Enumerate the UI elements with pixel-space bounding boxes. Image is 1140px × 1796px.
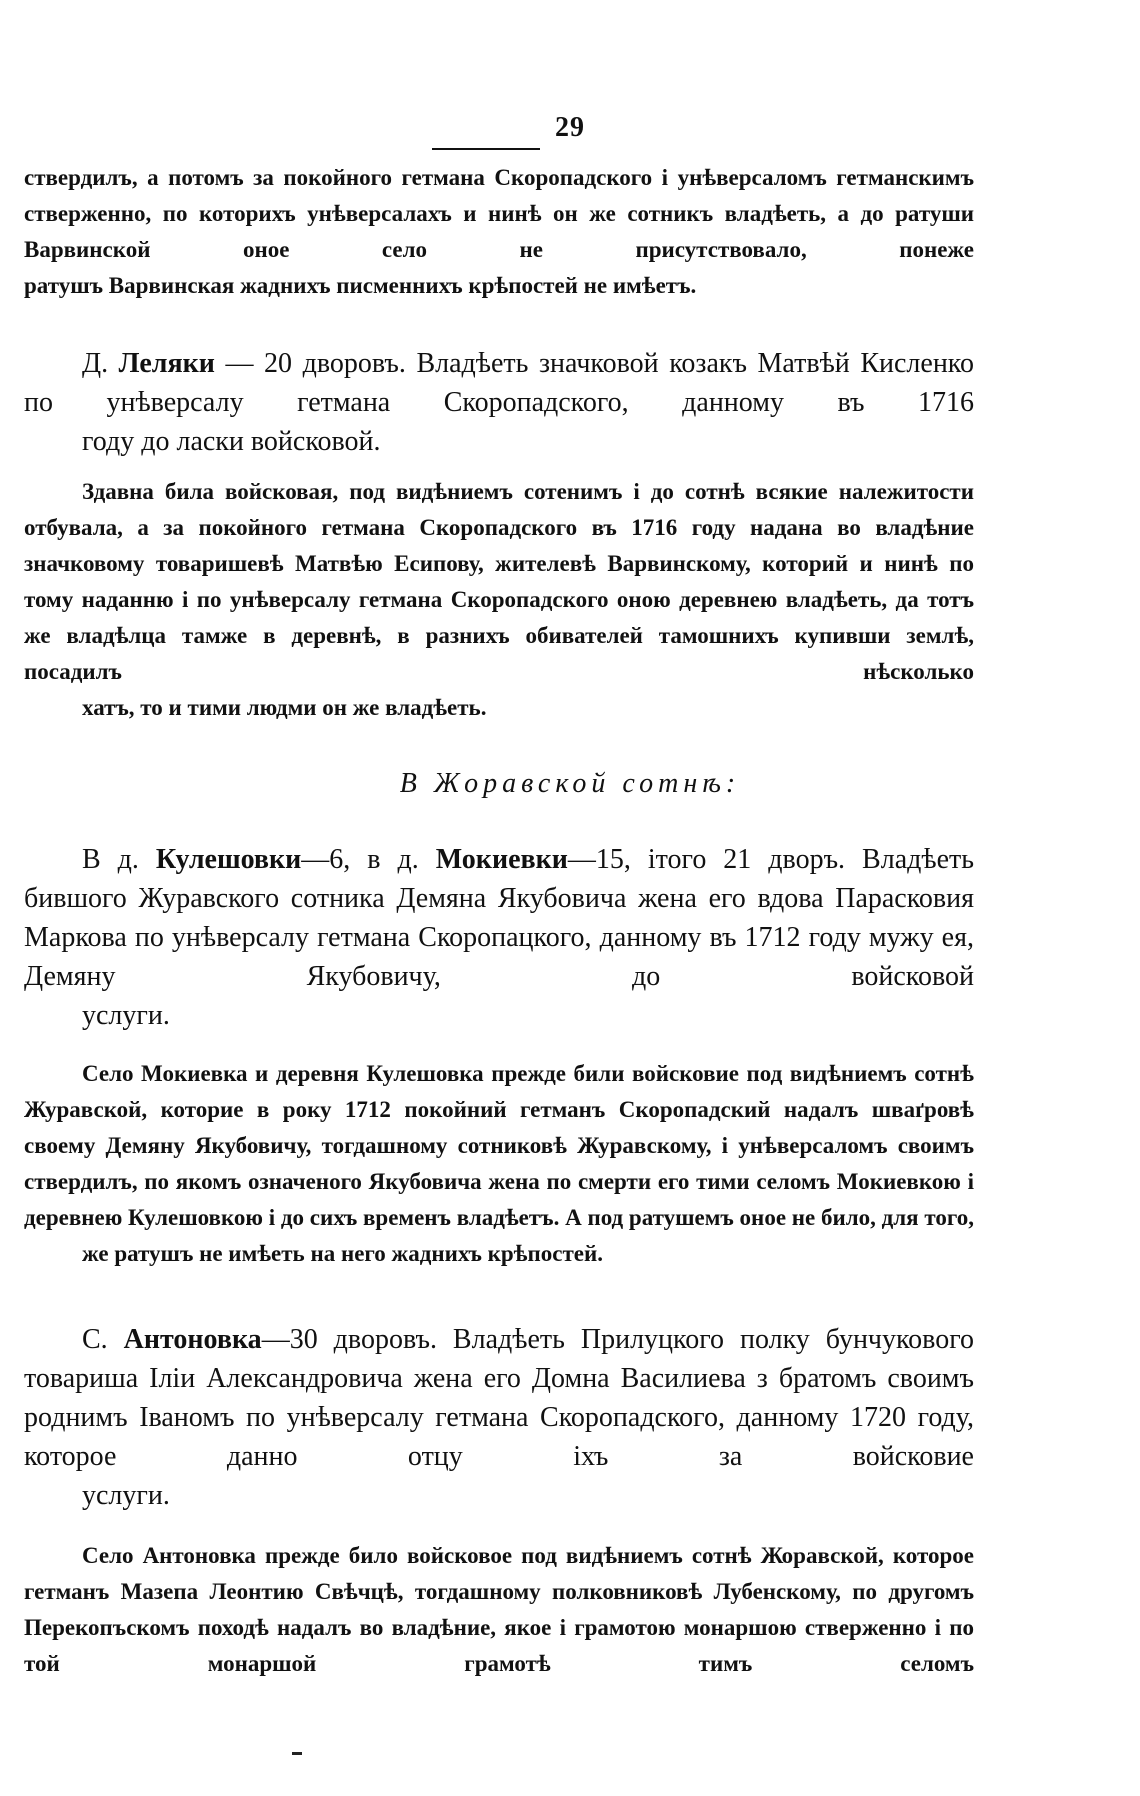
entry-connector: —6, в д.: [301, 844, 436, 875]
header-rule: [432, 148, 540, 150]
entry-antonovka: [24, 1320, 974, 1515]
entry-last-line: году до ласки войсковой.: [82, 426, 381, 457]
entry-last-line: услуги.: [82, 1000, 170, 1031]
entry-place-name: Кулешовки: [155, 844, 302, 875]
entry-place-name: Леляки: [118, 348, 215, 379]
section-heading: В Жоравской сотнѣ:: [399, 768, 741, 799]
note-last-line: же ратушъ не имѣеть на него жаднихъ крѣпостей.: [82, 1241, 603, 1266]
note-antonovka: [24, 1538, 974, 1682]
entry-place-name: Антоновка: [123, 1324, 262, 1355]
note-connector: и деревня: [247, 1061, 367, 1086]
entry-text: —30 дворовъ. Владѣеть Прилуцкого полку бунчукового товариша Іліи Александровича жена его Домна Василиева з братомъ своимъ роднимъ Іваномъ по унѣверсалу гетмана Скоропадского, данному 1720 году, которое данно отцу іхъ за войсковие: [24, 1324, 975, 1472]
paragraph-text: ствердилъ, а потомъ за покойного гетмана Скоропадского і унѣверсаломъ гетманскимъ стверженно, по которихъ унѣверсалахъ и нинѣ он же сотникъ владѣеть, а до ратуши Варвинской оное село не присутствовало, понеже: [24, 165, 974, 262]
entry-kuleshovka: [24, 840, 974, 1035]
entry-text: —15, ітого 21 дворъ. Владѣеть бившого Журавского сотника Демяна Якубовича жена его вдова Парасковия Маркова по унѣверсалу гетмана Скоропацкого, данному въ 1712 году мужу ея, Демяну Якубовичу, до войсковой: [24, 844, 975, 992]
entry-lelyaki: [24, 344, 974, 461]
note-prefix: Село: [82, 1543, 143, 1568]
note-text: прежде било войсковое под видѣниемъ сотнѣ Жоравской, которое гетманъ Мазепа Леонтию Свѣчцѣ, тогдашному полковниковѣ Лубенскому, по другомъ Перекопъскомъ походѣ надалъ во владѣние, якое і грамотою монаршою стверженно і по той монаршой грамотѣ тимъ селомъ: [24, 1543, 974, 1676]
entry-place-name-2: Мокиевки: [435, 844, 568, 875]
entry-text: — 20 дворовъ. Владѣеть значковой козакъ Матвѣй Кисленко по унѣверсалу гетмана Скоропадского, данному въ 1716: [24, 348, 974, 418]
entry-prefix: Д.: [82, 348, 119, 379]
note-lelyaki: [24, 474, 974, 726]
note-last-line: хатъ, то и тими людми он же владѣеть.: [82, 695, 487, 720]
note-place-name-2: Кулешовка: [366, 1061, 484, 1086]
paragraph-last-line: ратушъ Варвинская жаднихъ писменнихъ крѣпостей не имѣетъ.: [24, 273, 697, 298]
entry-prefix: В д.: [82, 844, 156, 875]
note-mokievka: [24, 1056, 974, 1272]
page-mark: [292, 1752, 302, 1755]
entry-last-line: услуги.: [82, 1480, 170, 1511]
page-number: 29: [555, 112, 585, 143]
paragraph-continuation: [24, 160, 974, 304]
entry-prefix: С.: [82, 1324, 124, 1355]
note-place-name: Мокиевка: [141, 1061, 248, 1086]
note-prefix: Село: [82, 1061, 142, 1086]
note-place-name: Антоновка: [142, 1543, 256, 1568]
note-text: Здавна била войсковая, под видѣниемъ сотенимъ і до сотнѣ всякие належитости отбувала, а за покойного гетмана Скоропадского въ 1716 году надана во владѣние значковому товаришевѣ Матвѣю Есипову, жителевѣ Варвинскому, которий и нинѣ по тому наданню і по унѣверсалу гетмана Скоропадского оною деревнею владѣеть, да тотъ же владѣлца тамже в деревнѣ, в разнихъ обивателей тамошнихъ купивши землѣ, посадилъ нѣсколько: [24, 479, 974, 684]
note-text: прежде били войсковие под видѣниемъ сотнѣ Журавской, которие в року 1712 покойний гетманъ Скоропадский надалъ шваґровѣ своему Демяну Якубовичу, тогдашному сотниковѣ Журавскому, і унѣверсаломъ своимъ ствердилъ, по якомъ означеного Якубовича жена по смерти его тими селомъ Мокиевкою і деревнею Кулешовкою і до сихъ временъ владѣетъ. А под ратушемъ оное не било, для того,: [24, 1061, 974, 1230]
